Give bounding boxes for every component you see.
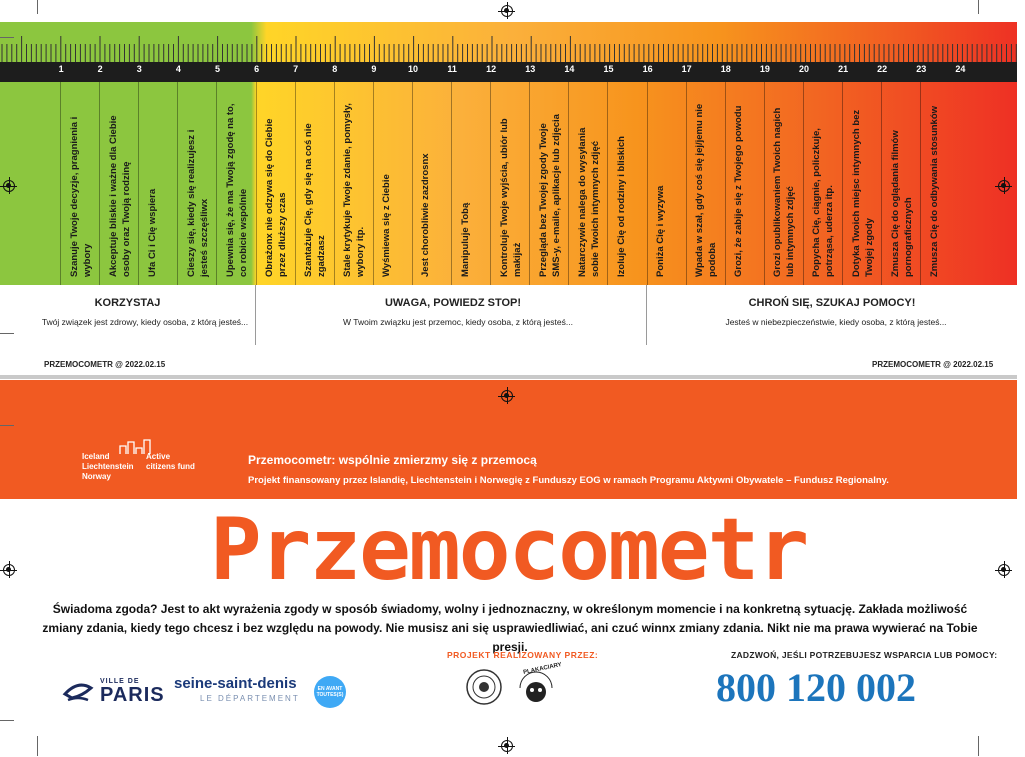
scale-column: Manipuluje Tobą xyxy=(451,82,490,285)
seine-saint-denis-sub: LE DÉPARTEMENT xyxy=(200,694,300,703)
crop-mark xyxy=(0,720,14,721)
zone-title-healthy: KORZYSTAJ xyxy=(94,297,161,309)
scale-column: Grozi opublikowaniem Twoich nagich lub intymnych zdjęć xyxy=(764,82,803,285)
zone-divider xyxy=(646,285,647,345)
scale-column: Jest chorobliwie zazdrosnx xyxy=(412,82,451,285)
scale-number: 6 xyxy=(254,64,260,74)
scale-column: Natarczywie nalega do wysyłania sobie Twoich intymnych zdjęć xyxy=(568,82,607,285)
paris-boat-icon xyxy=(62,676,94,704)
scale-number: 10 xyxy=(407,64,418,74)
scale-column: Szantażuje Cię, gdy się na coś nie zgadzasz xyxy=(295,82,334,285)
scale-number: 4 xyxy=(175,64,181,74)
scale-number: 18 xyxy=(720,64,731,74)
registration-mark xyxy=(3,180,15,192)
crop-mark xyxy=(0,37,14,38)
footer-mark-left: PRZEMOCOMETR @ 2022.02.15 xyxy=(44,360,166,369)
scale-number: 22 xyxy=(877,64,888,74)
scale-number: 1 xyxy=(58,64,64,74)
scale-number: 16 xyxy=(642,64,653,74)
registration-mark xyxy=(998,180,1010,192)
helpline-phone[interactable]: 800 120 002 xyxy=(716,665,916,710)
scale-number: 9 xyxy=(371,64,377,74)
scale-number: 20 xyxy=(798,64,809,74)
scale-number: 13 xyxy=(525,64,536,74)
scale-column: Wyśmiewa się z Ciebie xyxy=(373,82,412,285)
scale-number: 7 xyxy=(293,64,299,74)
scale-number: 5 xyxy=(214,64,220,74)
zone-divider xyxy=(255,285,256,345)
registration-mark xyxy=(501,740,513,752)
scale-number: 17 xyxy=(681,64,692,74)
call-label: ZADZWOŃ, JEŚLI POTRZEBUJESZ WSPARCIA LUB POMOCY: xyxy=(731,650,998,660)
registration-mark xyxy=(3,564,15,576)
scale-column: Popycha Cię, ciągnie, policzkuje, potrząsa, uderza itp. xyxy=(803,82,842,285)
scale-number: 2 xyxy=(97,64,103,74)
active-citizens-logo: Active citizens fund xyxy=(146,452,195,471)
crop-mark xyxy=(37,736,38,756)
scale-number: 23 xyxy=(916,64,927,74)
banner-funding-text: Projekt finansowany przez Islandię, Liechtenstein i Norwegię z Funduszy EOG w ramach Programu Aktywni Obywatele – Fundusz Regionalny. xyxy=(248,475,889,486)
crop-mark xyxy=(37,0,38,14)
eea-country: Liechtenstein xyxy=(82,462,134,471)
crop-mark xyxy=(978,0,979,14)
scale-column: Izoluje Cię od rodziny i bliskich xyxy=(607,82,646,285)
scale-column: Dotyka Twoich miejsc intymnych bez Twojej zgody xyxy=(842,82,881,285)
scale-number: 11 xyxy=(447,64,457,74)
crop-mark xyxy=(0,333,14,334)
en-avant-badge: EN AVANT TOUTES(S) xyxy=(314,676,346,708)
scale-column: Obrażonx nie odzywa się do Ciebie przez dłuższy czas xyxy=(256,82,295,285)
scale-number: 24 xyxy=(955,64,966,74)
scale-ruler xyxy=(0,22,1025,62)
registration-mark xyxy=(501,390,513,402)
ruler-ticks xyxy=(0,22,1025,62)
scale-column: Zmusza Cię do oglądania filmów pornograficznych xyxy=(881,82,920,285)
partner-seal-icon xyxy=(465,668,503,706)
scale-column: Poniża Cię i wyzywa xyxy=(647,82,686,285)
registration-mark xyxy=(501,5,513,17)
scale-column: Kontroluje Twoje wyjścia, ubiór lub makijaż xyxy=(490,82,529,285)
scale-number: 3 xyxy=(136,64,142,74)
registration-mark xyxy=(998,564,1010,576)
scale-number: 19 xyxy=(759,64,770,74)
scale-column: Akceptuje bliskie i ważne dla Ciebie osoby oraz Twoją rodzinę xyxy=(99,82,138,285)
scale-column: Cieszy się, kiedy się realizujesz i jesteś szczęśliwx xyxy=(177,82,216,285)
page-edge xyxy=(1017,0,1025,757)
paris-logo: PARIS xyxy=(100,684,165,706)
scale-number: 14 xyxy=(564,64,575,74)
plakaciary-label: PLAKACIARY xyxy=(522,661,563,677)
scale-number: 8 xyxy=(332,64,338,74)
realized-by-label: PROJEKT REALIZOWANY PRZEZ: xyxy=(447,650,599,660)
scale-column: Grozi, że zabije się z Twojego powodu xyxy=(725,82,764,285)
eea-logo xyxy=(82,452,134,482)
footer-mark-right: PRZEMOCOMETR @ 2022.02.15 xyxy=(872,360,994,369)
scale-column: Zmusza Cię do odbywania stosunków xyxy=(920,82,959,285)
paris-small-label: VILLE DE xyxy=(100,678,140,685)
zone-title-warning: UWAGA, POWIEDZ STOP! xyxy=(384,297,522,309)
section-separator xyxy=(0,375,1025,379)
scale-number: 21 xyxy=(838,64,849,74)
scale-number-bar xyxy=(0,62,1025,82)
page-title: Przemocometr xyxy=(209,500,808,600)
scale-column: Wpada w szał, gdy coś się jej/jemu nie podoba xyxy=(686,82,725,285)
seine-saint-denis-logo: seine-saint-denis xyxy=(174,675,297,692)
zone-subtitle-danger: Jesteś w niebezpieczeństwie, kiedy osoba, z którą jesteś... xyxy=(725,317,947,327)
crop-mark xyxy=(0,425,14,426)
scale-number: 12 xyxy=(486,64,497,74)
zone-title-danger: CHROŃ SIĘ, SZUKAJ POMOCY! xyxy=(748,297,916,309)
scale-column: Upewnia się, że ma Twoją zgodę na to, co robicie wspólnie xyxy=(216,82,255,285)
banner-headline: Przemocometr: wspólnie zmierzmy się z przemocą xyxy=(248,453,537,467)
eea-country: Norway xyxy=(82,472,111,481)
scale-column: Szanuje Twoje decyzje, pragnienia i wybory xyxy=(60,82,99,285)
consent-paragraph: Świadoma zgoda? Jest to akt wyrażenia zgody w sposób świadomy, wolny i jednoznaczny, w określonym momencie i na konkretną sytuację. Zakłada możliwość zmiany zdania, kiedy tego chcesz i bez względu na powody. Nie musisz ani się usprawiedliwiać, ani czuć winnx zmiany zdania. Nikt nie ma prawa wywierać na Tobie presji. xyxy=(42,602,978,654)
eea-country: Iceland xyxy=(82,452,110,461)
scale-number: 15 xyxy=(603,64,614,74)
scale-columns xyxy=(0,82,1025,285)
scale-column: Ufa Ci i Cię wspiera xyxy=(138,82,177,285)
zone-subtitle-healthy: Twój związek jest zdrowy, kiedy osoba, z którą jesteś... xyxy=(41,317,249,327)
scale-column: Stale krytykuje Twoje zdanie, pomysły, wybory itp. xyxy=(334,82,373,285)
zone-subtitle-warning: W Twoim związku jest przemoc, kiedy osoba, z którą jesteś... xyxy=(343,317,573,327)
crop-mark xyxy=(978,736,979,756)
scale-column: Przegląda bez Twojej zgody Twoje SMS-y, e-maile, aplikacje lub zdjęcia xyxy=(529,82,568,285)
